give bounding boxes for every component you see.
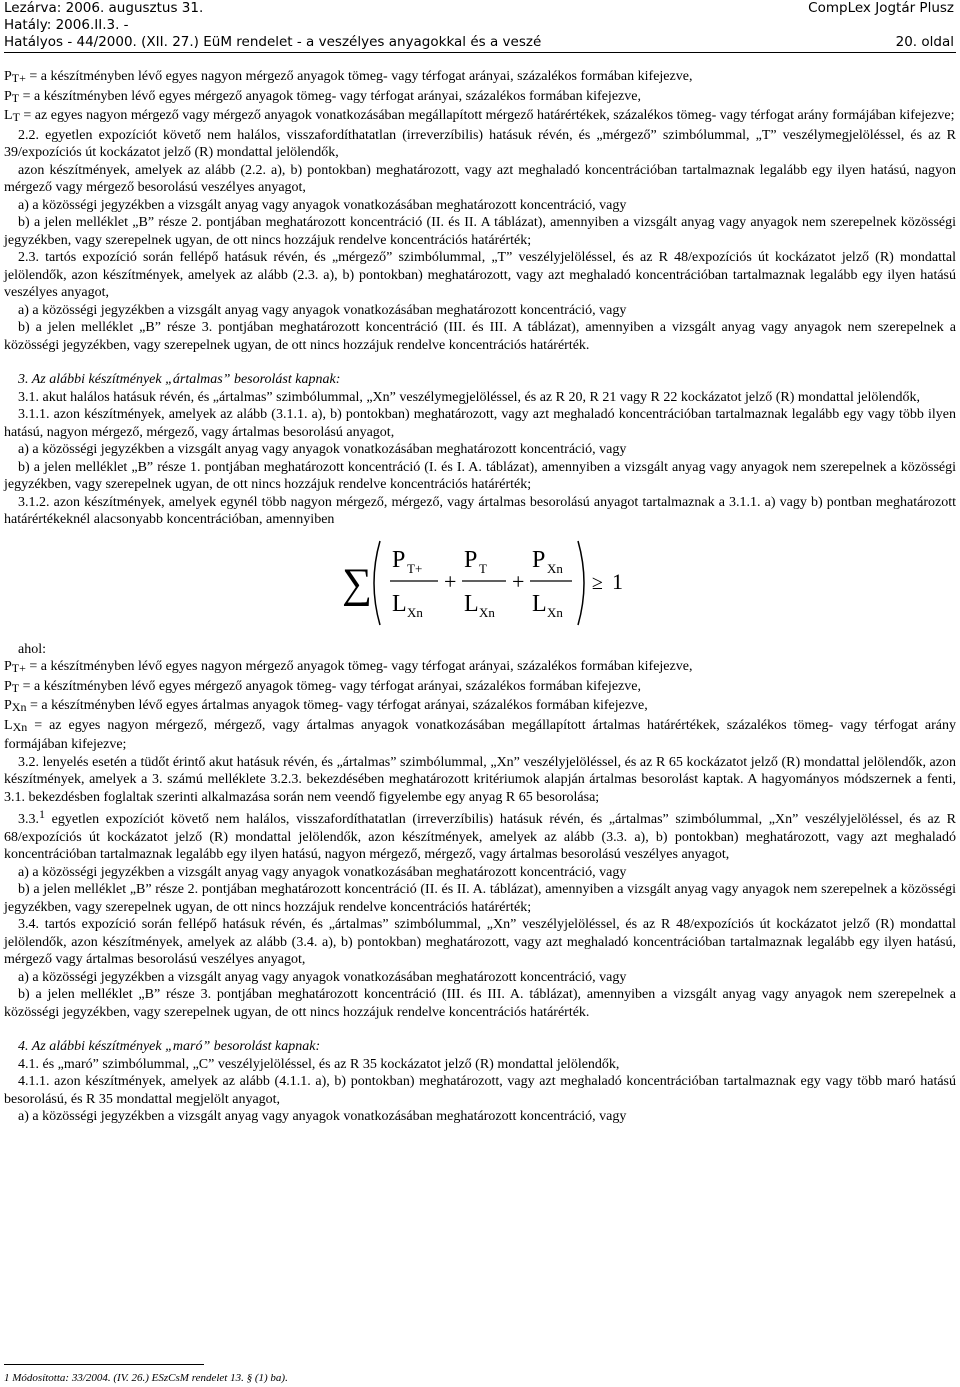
- paragraph-2-2-a: a) a közösségi jegyzékben a vizsgált anyag vagy anyagok vonatkozásában meghatározott koncentráció, vagy: [18, 197, 627, 213]
- definition-lt: LT = az egyes nagyon mérgező vagy mérgező anyagok vonatkozásában megállapított mérgező határértékek, százalékos tömeg- vagy térfogat arány formájában kifejezve;: [4, 108, 955, 124]
- paragraph-2-2: 2.2. egyetlen expozíciót követő nem halálos, visszafordíthatatlan (irreverzíbilis) hatásuk révén, és „mérgező” szimbólummal, „T” veszélymegjelöléssel, és az R 39/expozíciós út kockázatot jelző (R) mondattal jelölendők,: [4, 127, 956, 160]
- paragraph-3-2: 3.2. lenyelés esetén a tüdőt érintő akut hatásuk révén, és „ártalmas” szimbólummal, „Xn” veszélyjelöléssel, és az R 65 kockázatot jelző (R) mondattal jelölendők, azon készítmények, amelyek a 3. számú melléklete 3.2.3. bekezdésében meghatározott kritériumok alapján ártalmas besorolást kaptak. A hagyományos módszernek a fenti, 3.1. bekezdésben foglaltak szerinti alkalmazása során nem veendő figyelembe egy anyag R 65 besorolása;: [4, 754, 956, 805]
- numerator-3: P: [532, 546, 546, 573]
- paragraph-3-4: 3.4. tartós expozíció során fellépő hatásuk révén, és „ártalmas” szimbólummal, „Xn” veszélyjelöléssel, és az R 48/expozíciós út kockázatot jelző (R) mondattal jelölendők, azon készítmények, amelyek az alább (3.4. a), b) pontokban) meghatározott, vagy azt meghaladó koncentrációban tartalmaznak legalább egy ilyen hatású, mérgező vagy ártalmas besorolású veszélyes anyagot,: [4, 917, 956, 967]
- denominator-3: L: [532, 590, 547, 617]
- greater-equal: ≥: [592, 571, 603, 594]
- paragraph-3-3-a: a) a közösségi jegyzékben a vizsgált anyag vagy anyagok vonatkozásában meghatározott koncentráció, vagy: [18, 864, 627, 880]
- paragraph-3-1: 3.1. akut halálos hatásuk révén, és „ártalmas” szimbólummal, „Xn” veszélymegjelöléssel, és az R 20, R 21 vagy R 22 kockázatot jelző (R) mondattal jelölendők,: [18, 389, 920, 405]
- definition-pt-plus: PT+ = a készítményben lévő egyes nagyon mérgező anyagok tömeg- vagy térfogat arányai, százalékos formában kifejezve,: [4, 69, 693, 85]
- numerator-3-sub: Xn: [547, 560, 563, 576]
- header-document-title: Hatályos - 44/2000. (XII. 27.) EüM rendelet - a veszélyes anyagokkal és a veszé: [4, 34, 542, 50]
- denominator-1-sub: Xn: [407, 604, 423, 620]
- numerator-2-sub: T: [479, 560, 487, 576]
- numerator-1: P: [392, 546, 406, 573]
- formula-one: 1: [612, 568, 623, 594]
- paragraph-2-3-a: a) a közösségi jegyzékben a vizsgált anyag vagy anyagok vonatkozásában meghatározott koncentráció, vagy: [18, 302, 627, 318]
- header-right: [808, 0, 954, 51]
- definition-pt-plus-2: PT+ = a készítményben lévő egyes nagyon mérgező anyagok tömeg- vagy térfogat arányai, százalékos formában kifejezve,: [4, 659, 693, 675]
- paragraph-2-3: 2.3. tartós expozíció során fellépő hatásuk révén, és „mérgező” szimbólummal, „T” veszélyjelöléssel, és az R 48/expozíciós út kockázatot jelző (R) mondattal jelölendők, azon készítmények, amelyek az alább (2.3. a), b) pontokban) meghatározott, vagy azt meghaladó koncentrációban tartalmaznak legalább egy ilyen hatású veszélyes anyagot,: [4, 250, 956, 300]
- paragraph-3-1-2: 3.1.2. azon készítmények, amelyek egynél több nagyon mérgező, mérgező, vagy ártalmas besorolású anyagot tartalmaznak a 3.1.1. a) vagy b) pontban meghatározott határértékeknél alacsonyabb koncentrációban, amennyiben: [4, 494, 956, 527]
- header-effective-date: Hatály: 2006.II.3. -: [4, 17, 129, 33]
- paragraph-2-2-b: b) a jelen melléklet „B” része 2. pontjában meghatározott koncentráció (II. és II. A táblázat), amennyiben a vizsgált anyag vagy anyagok nem szerepelnek közösségi jegyzékben, vagy szerepelnek ugyan, de ott nincs hozzájuk rendelve koncentrációs határérték;: [4, 215, 956, 248]
- paragraph-3-1-1-a: a) a közösségi jegyzékben a vizsgált anyag vagy anyagok vonatkozásában meghatározott koncentráció, vagy: [18, 442, 627, 457]
- numerator-2: P: [464, 546, 478, 573]
- paragraph-4-1-1-a: a) a közösségi jegyzékben a vizsgált anyag vagy anyagok vonatkozásában meghatározott koncentráció, vagy: [18, 1109, 627, 1124]
- denominator-1: L: [392, 590, 407, 617]
- paragraph-3-1-1-b: b) a jelen melléklet „B” része 1. pontjában meghatározott koncentráció (I. és I. A. táblázat), amennyiben a vizsgált anyag vagy anyagok nem szerepelnek a közösségi jegyzékben, vagy szerepelnek ugyan, de ott nincs hozzájuk rendelve koncentrációs határérték;: [4, 459, 956, 492]
- header-closed-date: Lezárva: 2006. augusztus 31.: [4, 0, 204, 16]
- summation-formula: [4, 533, 956, 641]
- where-label: ahol:: [18, 641, 46, 657]
- paragraph-3-4-b: b) a jelen melléklet „B” része 3. pontjában meghatározott koncentráció (III. és III. A. táblázat), amennyiben a vizsgált anyag vagy anyagok nem szerepelnek a közösségi jegyzékben, vagy szerepelnek ugyan, de ott nincs hozzájuk rendelve koncentrációs határérték.: [4, 987, 956, 1020]
- denominator-3-sub: Xn: [547, 604, 563, 620]
- denominator-2-sub: Xn: [479, 604, 495, 620]
- page-header: [4, 0, 956, 53]
- plus-1: +: [444, 568, 457, 594]
- header-brand: CompLex Jogtár Plusz: [808, 0, 954, 16]
- paragraph-4-1: 4.1. és „maró” szimbólummal, „C” veszélyjelöléssel, és az R 35 kockázatot jelző (R) mondattal jelölendők,: [18, 1056, 620, 1072]
- paragraph-2-3-b: b) a jelen melléklet „B” része 3. pontjában meghatározott koncentráció (III. és III. A táblázat), amennyiben a vizsgált anyag vagy anyagok nem szerepelnek a közösségi jegyzékben, vagy szerepelnek ugyan, de ott nincs hozzájuk rendelve koncentrációs határérték.: [4, 320, 956, 353]
- document-body: [4, 68, 956, 1126]
- section-4-title: 4. Az alábbi készítmények „maró” besorolást kapnak:: [18, 1039, 321, 1054]
- sum-symbol: ∑: [342, 560, 372, 607]
- page-number: 20. oldal: [895, 34, 954, 50]
- formula-graphic: [340, 533, 630, 633]
- footnote: 1 Módosította: 33/2004. (IV. 26.) ESzCsM rendelet 13. § (1) ba).: [4, 1372, 288, 1384]
- header-left: [4, 0, 541, 51]
- paragraph-3-3-b: b) a jelen melléklet „B” része 2. pontjában meghatározott koncentráció (II. és II. A. táblázat), amennyiben a vizsgált anyag vagy anyagok nem szerepelnek a közösségi jegyzékben, vagy szerepelnek ugyan, de ott nincs hozzájuk rendelve koncentrációs határérték;: [4, 882, 956, 915]
- paragraph-2-2-body: azon készítmények, amelyek az alább (2.2. a), b) pontokban) meghatározott, vagy azt meghaladó koncentrációban tartalmaznak legalább egy ilyen hatású, nagyon mérgező vagy mérgező besorolású veszélyes anyagot,: [4, 162, 956, 195]
- definition-lxn: LXn = az egyes nagyon mérgező, mérgező, vagy ártalmas anyagok vonatkozásában megállapított ártalmas határértékek, százalékos tömeg- vagy térfogat arány formájában kifejezve;: [4, 717, 956, 752]
- definition-pt-2: PT = a készítményben lévő egyes mérgező anyagok tömeg- vagy térfogat arányai, százalékos formában kifejezve,: [4, 678, 641, 695]
- footnote-divider: [4, 1364, 204, 1365]
- plus-2: +: [512, 568, 525, 594]
- paragraph-3-3: 3.3.1 egyetlen expozíciót követő nem halálos, visszafordíthatatlan (irreverzíbilis) hatásuk révén, és „ártalmas” szimbólummal, „Xn” veszélyjelöléssel, és az R 68/expozíciós út kockázatot jelző (R) mondattal jelölendők, azon készítmények, amelyek az alább (3.3. a), b) pontokban) meghatározott, vagy azt meghaladó koncentrációban tartalmaznak legalább egy ilyen hatású, nagyon mérgező, mérgező, vagy ártalmas besorolású veszélyes anyagot,: [4, 807, 956, 862]
- definition-pxn: PXn = a készítményben lévő egyes ártalmas anyagok tömeg- vagy térfogat arányai, százalékos formában kifejezve,: [4, 698, 648, 714]
- left-paren: [374, 541, 380, 625]
- right-paren: [578, 541, 584, 625]
- section-3-title: 3. Az alábbi készítmények „ártalmas” besorolást kapnak:: [18, 372, 341, 387]
- denominator-2: L: [464, 590, 479, 617]
- paragraph-3-4-a: a) a közösségi jegyzékben a vizsgált anyag vagy anyagok vonatkozásában meghatározott koncentráció, vagy: [18, 969, 627, 985]
- numerator-1-sub: T+: [407, 560, 423, 576]
- definition-pt: PT = a készítményben lévő egyes mérgező anyagok tömeg- vagy térfogat arányai, százalékos formában kifejezve,: [4, 88, 641, 105]
- paragraph-3-1-1: 3.1.1. azon készítmények, amelyek az alább (3.1.1. a), b) pontokban) meghatározott, vagy azt meghaladó koncentrációban tartalmaznak legalább egy vagy több ilyen hatású, nagyon mérgező, mérgező, vagy ártalmas besorolású anyagot,: [4, 407, 956, 440]
- paragraph-4-1-1: 4.1.1. azon készítmények, amelyek az alább (4.1.1. a), b) pontokban) meghatározott, vagy azt meghaladó koncentrációban tartalmaznak egy vagy több maró hatású besorolású, és R 35 mondattal megjelölt anyagot,: [4, 1074, 956, 1107]
- footnote-ref[interactable]: 1: [39, 807, 45, 821]
